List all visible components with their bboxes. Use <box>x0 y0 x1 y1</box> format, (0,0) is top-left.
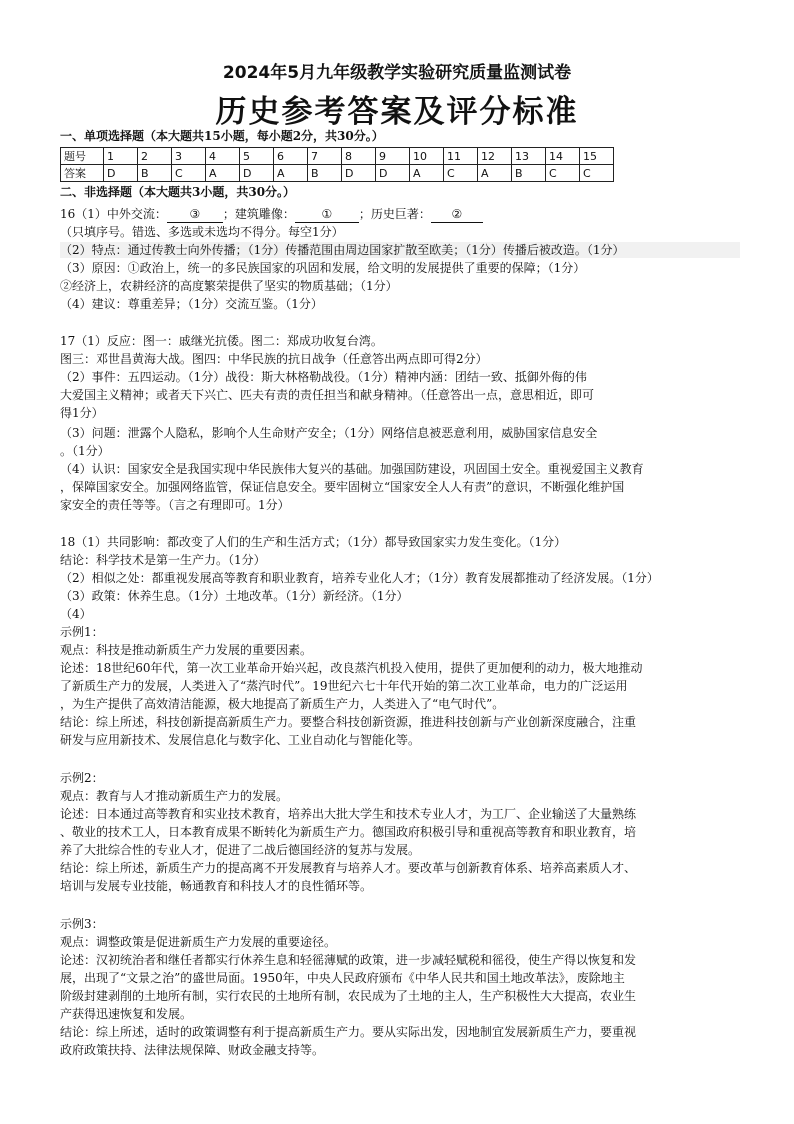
example3-text: 展，出现了“文景之治”的盛世局面。1950年，中央人民政府颁布《中华人民共和国土地改革法》，废除地主 <box>60 971 625 985</box>
q16-line6: （4）建议：尊重差异；（1分）交流互鉴。（1分） <box>60 297 323 311</box>
example1-view: 观点：科技是推动新质生产力发展的重要因素。 <box>60 643 313 657</box>
q18-line3: （2）相似之处：都重视发展高等教育和职业教育，培养专业化人才；（1分）教育发展都推动了经济发展。（1分） <box>60 571 659 585</box>
q-answer: B <box>512 165 546 182</box>
q16-line1 <box>60 206 750 223</box>
q17-line7: 。（1分） <box>60 444 110 458</box>
q18-line5: （4） <box>60 607 92 621</box>
example1-text: 研发与应用新技术、发展信息化与数字化、工业自动化与智能化等。 <box>60 733 421 747</box>
q-number: 15 <box>580 148 614 165</box>
table-row-answers <box>61 165 614 182</box>
q-number: 1 <box>104 148 138 165</box>
q-number: 7 <box>308 148 342 165</box>
q-answer: D <box>342 165 376 182</box>
example1-conclusion: 结论：综上所述，科技创新提高新质生产力。要整合科技创新资源，推进科技创新与产业创新深度融合，注重 <box>60 715 637 729</box>
q-number: 4 <box>206 148 240 165</box>
q16-line2: （只填序号。错选、多选或未选均不得分。每空1分） <box>60 225 344 239</box>
q17-line4: 大爱国主义精神；或者天下兴亡、匹夫有责的责任担当和献身精神。（任意答出一点，意思相近，即可 <box>60 388 595 402</box>
example1-text: ，为生产提供了高效清洁能源，极大地提高了新质生产力，人类进入了“电气时代”。 <box>60 697 505 711</box>
example3-text: 政府政策扶持、法律法规保障、财政金融支持等。 <box>60 1043 325 1057</box>
q-number: 11 <box>444 148 478 165</box>
q-answer: C <box>444 165 478 182</box>
q17-line6: （3）问题：泄露个人隐私，影响个人生命财产安全；（1分）网络信息被恶意利用，威胁国家信息安全 <box>60 426 598 440</box>
q16-text: 16（1）中外交流： <box>60 207 167 221</box>
q18-line1: 18（1）共同影响：都改变了人们的生产和生活方式；（1分）都导致国家实力发生变化。（1分） <box>60 535 567 549</box>
q-number: 14 <box>546 148 580 165</box>
example1-label: 示例1： <box>60 625 104 639</box>
q-answer: C <box>546 165 580 182</box>
example1-text: 论述：18世纪60年代，第一次工业革命开始兴起，改良蒸汽机投入使用，提供了更加便利的动力，极大地推动 <box>60 661 643 675</box>
exam-subtitle: 2024年5月九年级教学实验研究质量监测试卷 <box>222 63 572 83</box>
answer-table <box>60 147 614 182</box>
example3-view: 观点：调整政策是促进新质生产力发展的重要途径。 <box>60 935 337 949</box>
q-number: 12 <box>478 148 512 165</box>
q-answer: C <box>580 165 614 182</box>
q17-line2: 图三：邓世昌黄海大战。图四：中华民族的抗日战争（任意答出两点即可得2分） <box>60 352 488 366</box>
q17-line1: 17（1）反应：图一：戚继光抗倭。图二：郑成功收复台湾。 <box>60 334 383 348</box>
q-answer: D <box>240 165 274 182</box>
row-label-number: 题号 <box>61 148 104 165</box>
q16-blank: ① <box>295 206 359 223</box>
example3-text: 产获得迅速恢复和发展。 <box>60 1007 193 1021</box>
example3-text: 论述：汉初统治者和继任者都实行休养生息和轻徭薄赋的政策，进一步减轻赋税和徭役，使生产得以恢复和发 <box>60 953 637 967</box>
q-number: 9 <box>376 148 410 165</box>
q-answer: B <box>308 165 342 182</box>
q-number: 3 <box>172 148 206 165</box>
q16-line5: ②经济上，农耕经济的高度繁荣提供了坚实的物质基础；（1分） <box>60 279 398 293</box>
q16-blank: ③ <box>167 206 223 223</box>
q-answer: C <box>172 165 206 182</box>
page-title: 历史参考答案及评分标准 <box>215 94 579 130</box>
q17-line8: （4）认识：国家安全是我国实现中华民族伟大复兴的基础。加强国防建设，巩固国土安全。重视爱国主义教育 <box>60 462 644 476</box>
q17-line9: ，保障国家安全。加强网络监管，保证信息安全。要牢固树立“国家安全人人有责”的意识，不断强化维护国 <box>60 480 625 494</box>
q-answer: B <box>138 165 172 182</box>
example2-text: 养了大批综合性的专业人才，促进了二战后德国经济的复苏与发展。 <box>60 843 421 857</box>
q-number: 13 <box>512 148 546 165</box>
example2-view: 观点：教育与人才推动新质生产力的发展。 <box>60 789 289 803</box>
q-number: 5 <box>240 148 274 165</box>
q17-line10: 家安全的责任等等。（言之有理即可。1分） <box>60 498 290 512</box>
q-answer: A <box>410 165 444 182</box>
q-number: 8 <box>342 148 376 165</box>
example2-text: 培训与发展专业技能，畅通教育和科技人才的良性循环等。 <box>60 879 373 893</box>
example2-text: 、敬业的技术工人，日本教育成果不断转化为新质生产力。德国政府积极引导和重视高等教育和职业教育，培 <box>60 825 637 839</box>
q-number: 2 <box>138 148 172 165</box>
q-answer: A <box>478 165 512 182</box>
q16-text: ；建筑雕像： <box>222 207 295 221</box>
example2-text: 论述：日本通过高等教育和实业技术教育，培养出大批大学生和技术专业人才，为工厂、企业输送了大量熟练 <box>60 807 637 821</box>
example2-label: 示例2： <box>60 771 104 785</box>
section2-heading: 二、非选择题（本大题共3小题，共30分。） <box>60 185 296 199</box>
q-answer: D <box>104 165 138 182</box>
q-number: 10 <box>410 148 444 165</box>
row-label-answer: 答案 <box>61 165 104 182</box>
q16-line4: （3）原因：①政治上，统一的多民族国家的巩固和发展，给文明的发展提供了重要的保障；（1分） <box>60 261 586 275</box>
q16-blank: ② <box>431 206 483 223</box>
table-row-numbers <box>61 148 614 165</box>
example1-text: 了新质生产力的发展，人类进入了“蒸汽时代”。19世纪六七十年代开始的第二次工业革命，电力的广泛运用 <box>60 679 628 693</box>
q17-line5: 得1分） <box>60 406 104 420</box>
q-answer: A <box>206 165 240 182</box>
section1-heading: 一、单项选择题（本大题共15小题，每小题2分，共30分。） <box>60 129 384 143</box>
example2-conclusion: 结论：综上所述，新质生产力的提高离不开发展教育与培养人才。要改革与创新教育体系、培养高素质人才、 <box>60 861 637 875</box>
q16-text: ；历史巨著： <box>358 207 431 221</box>
q17-line3: （2）事件：五四运动。（1分）战役：斯大林格勒战役。（1分）精神内涵：团结一致、抵御外侮的伟 <box>60 370 587 384</box>
example3-label: 示例3： <box>60 917 104 931</box>
example3-text: 阶级封建剥削的土地所有制，实行农民的土地所有制，农民成为了土地的主人，生产积极性大大提高，农业生 <box>60 989 637 1003</box>
q-answer: A <box>274 165 308 182</box>
q-answer: D <box>376 165 410 182</box>
q16-line3: （2）特点：通过传教士向外传播；（1分）传播范围由周边国家扩散至欧美；（1分）传播后被改造。（1分） <box>60 242 740 258</box>
q18-line4: （3）政策：休养生息。（1分）土地改革。（1分）新经济。（1分） <box>60 589 409 603</box>
example3-conclusion: 结论：综上所述，适时的政策调整有利于提高新质生产力。要从实际出发，因地制宜发展新质生产力，要重视 <box>60 1025 637 1039</box>
q18-line2: 结论：科学技术是第一生产力。（1分） <box>60 553 266 567</box>
q-number: 6 <box>274 148 308 165</box>
